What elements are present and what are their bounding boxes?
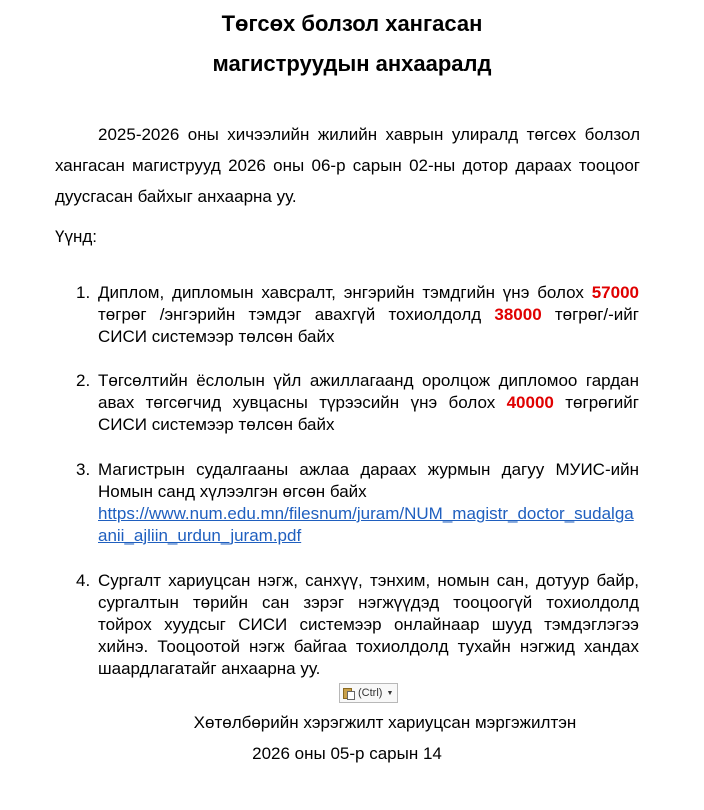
chevron-down-icon: ▼ [386, 689, 394, 697]
intro-paragraph: 2025-2026 оны хичээлийн жилийн хаврын улиралд төгсөх болзол хангасан магиструуд 2026 оны 06-р сарын 02-ны дотор дараах тооцоог дуусгасан байхыг анхаарна уу. [55, 125, 640, 206]
title-line-1: Төгсөх болзол хангасан [221, 11, 483, 36]
item-text: Диплом, дипломын хавсралт, энгэрийн тэмдгийн үнэ болох [98, 283, 592, 302]
list-item-2 [76, 370, 640, 436]
list-item-1 [76, 282, 639, 348]
paste-options-label: (Ctrl) [358, 687, 383, 699]
title-line-2: магиструудын анхааралд [212, 51, 492, 76]
list-item-number: 2. [76, 371, 91, 390]
regulation-link[interactable]: https://www.num.edu.mn/filesnum/juram/NUM_magistr_doctor_sudalgaanii_ajliin_urdun_juram.pdf [98, 504, 634, 545]
signer-title: Хөтөлбөрийн хэрэгжилт хариуцсан мэргэжилтэн [193, 713, 577, 732]
list-label: Үүнд: [55, 227, 97, 246]
paste-options-button[interactable] [339, 683, 398, 703]
list-item-number: 3. [76, 460, 91, 479]
document-date: 2026 оны 05-р сарын 14 [252, 744, 442, 763]
item-text: төгрөг /энгэрийн тэмдэг авахгүй тохиолдолд [98, 305, 495, 324]
item-text: төгрөгийг СИСИ системээр төлсөн байх [98, 393, 640, 434]
list-item-number: 4. [76, 571, 91, 590]
list-item-3 [76, 459, 639, 547]
clipboard-icon [343, 687, 355, 700]
amount-without-badge: 38000 [494, 305, 542, 324]
amount-gown-rental: 40000 [506, 393, 554, 412]
item-text: Сургалт хариуцсан нэгж, санхүү, тэнхим, номын сан, дотуур байр, сургалтын төрийн сан зэрэг нэгжүүдэд тооцоогүй тохиолдолд тойрох хуудсыг СИСИ системээр онлайнаар шууд тэмдэглэгээ хийнэ. Тооцоотой нэгж байгаа тохиолдолд тухайн нэгжид хандах шаардлагатайг анхаарна уу. [98, 571, 639, 678]
list-item-4 [76, 570, 639, 680]
item-text: төгрөг/-ийг СИСИ системээр төлсөн байх [98, 305, 639, 346]
item-text: Магистрын судалгааны ажлаа дараах журмын дагуу МУИС-ийн Номын санд хүлээлгэн өгсөн байх [98, 460, 639, 501]
item-text: Төгсөлтийн ёслолын үйл ажиллагаанд оролцож дипломоо гардан авах төгсөгчид хувцасны түрээсийн үнэ болох [98, 371, 639, 412]
list-item-number: 1. [76, 283, 91, 302]
amount-diploma: 57000 [591, 283, 639, 302]
